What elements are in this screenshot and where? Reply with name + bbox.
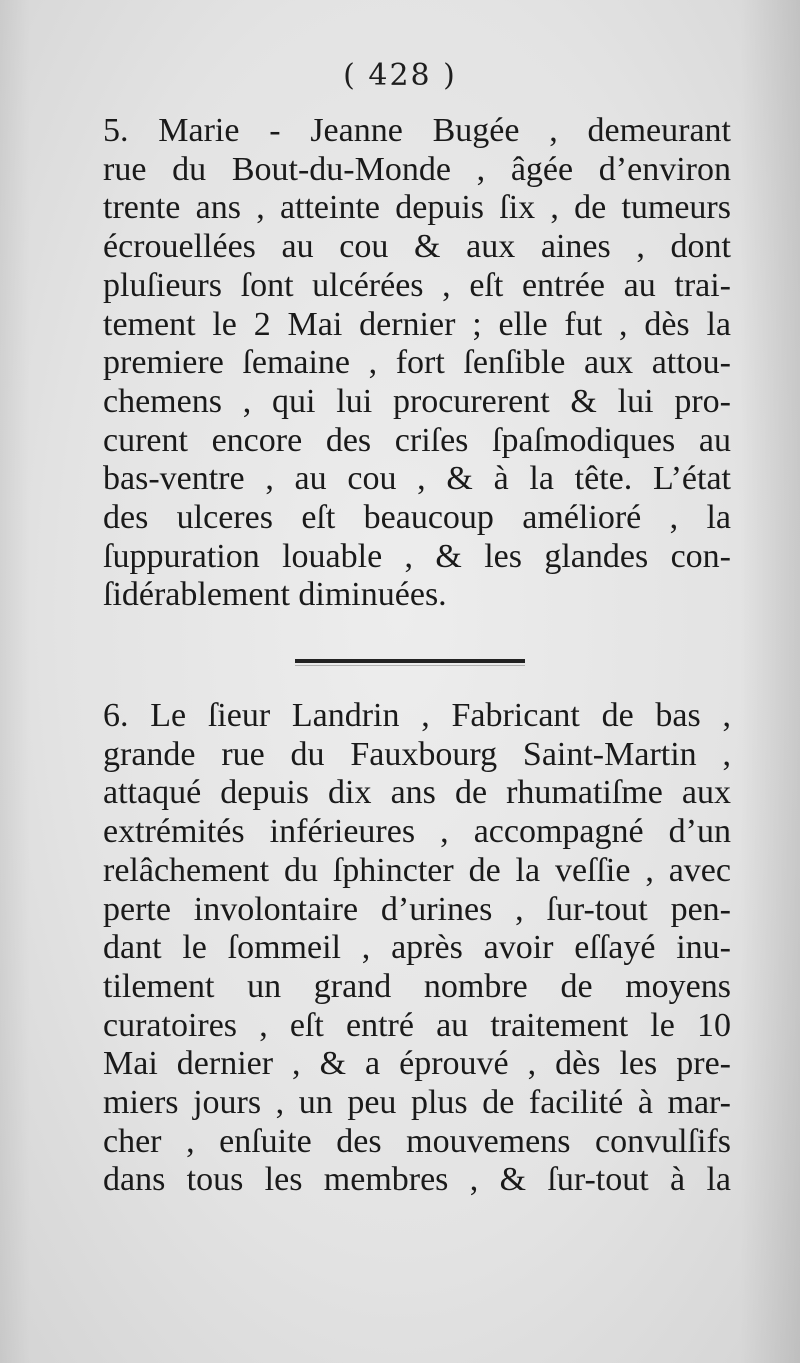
- text-line: curatoires , eſt entré au traitement le 10: [103, 1006, 731, 1044]
- section-divider-rule: [295, 659, 525, 663]
- text-line: bas-ventre , au cou , & à la tête. L’état: [103, 460, 731, 498]
- text-line: dans tous les membres , & ſur-tout à la: [103, 1161, 731, 1199]
- paragraph-case-5: [103, 112, 731, 615]
- text-line: grande rue du Fauxbourg Saint-Martin ,: [103, 735, 731, 773]
- text-line: des ulceres eſt beaucoup amélioré , la: [103, 499, 731, 537]
- text-line: tilement un grand nombre de moyens: [103, 967, 731, 1005]
- text-line: miers jours , un peu plus de facilité à mar-: [103, 1084, 731, 1122]
- text-line: dant le ſommeil , après avoir eſſayé inu-: [103, 929, 731, 967]
- text-line: 5. Marie - Jeanne Bugée , demeurant: [103, 112, 731, 149]
- text-line: pluſieurs ſont ulcérées , eſt entrée au trai-: [103, 266, 731, 304]
- text-line: premiere ſemaine , fort ſenſible aux attou-: [103, 344, 731, 382]
- text-line: tement le 2 Mai dernier ; elle fut , dès la: [103, 305, 731, 343]
- text-line: chemens , qui lui procurerent & lui pro-: [103, 382, 731, 420]
- page-edge-shadow-right: [740, 0, 800, 1363]
- text-line: ſidérablement diminuées.: [103, 576, 447, 614]
- text-line: 6. Le ſieur Landrin , Fabricant de bas ,: [103, 697, 731, 734]
- text-line: cher , enſuite des mouvemens convulſifs: [103, 1122, 731, 1160]
- text-line: trente ans , atteinte depuis ſix , de tumeurs: [103, 189, 731, 227]
- text-line: attaqué depuis dix ans de rhumatiſme aux: [103, 774, 731, 812]
- page-edge-shadow-left: [0, 0, 30, 1363]
- text-line: perte involontaire d’urines , ſur-tout pen-: [103, 890, 731, 928]
- text-line: extrémités inférieures , accompagné d’un: [103, 813, 731, 851]
- text-line: écrouellées au cou & aux aines , dont: [103, 228, 731, 266]
- text-line: rue du Bout-du-Monde , âgée d’environ: [103, 150, 731, 188]
- text-line: Mai dernier , & a éprouvé , dès les pre-: [103, 1045, 731, 1083]
- page-number: ( 428 ): [343, 58, 457, 93]
- text-line: relâchement du ſphincter de la veſſie , avec: [103, 851, 731, 889]
- text-line: ſuppuration louable , & les glandes con-: [103, 537, 731, 575]
- paragraph-case-6: [103, 697, 731, 1200]
- text-line: curent encore des criſes ſpaſmodiques au: [103, 421, 731, 459]
